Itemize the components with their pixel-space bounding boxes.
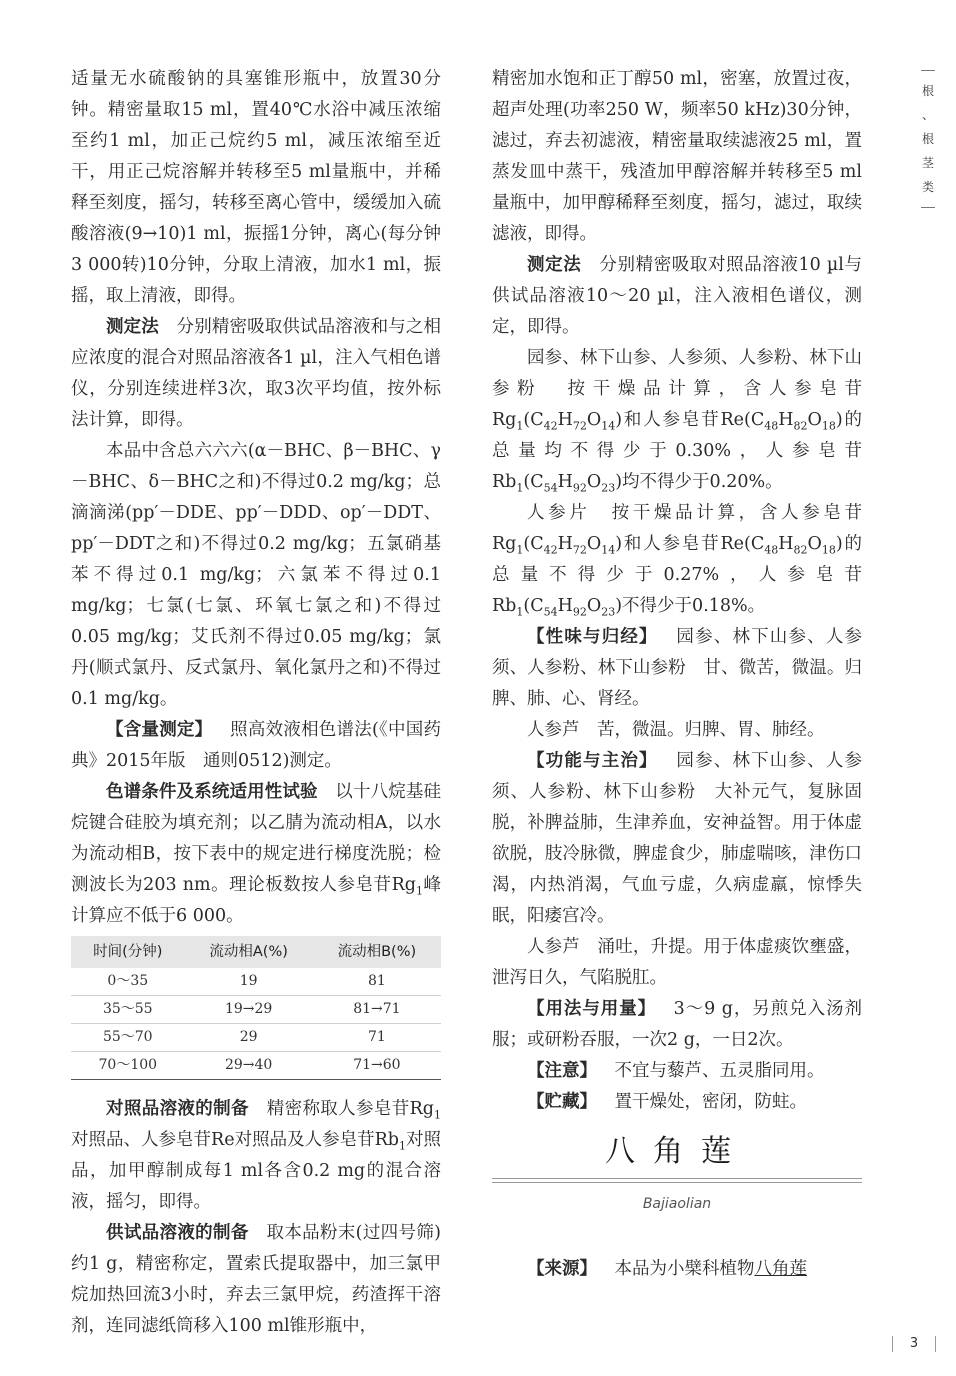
paragraph [492, 715, 862, 746]
section-heading: 【功能与主治】 [527, 751, 658, 771]
subscript: 1 [516, 481, 524, 495]
paragraph [492, 343, 862, 498]
table-cell: 81 [313, 968, 441, 996]
paragraph-text: H [557, 596, 573, 616]
paragraph-text: 按干燥品计算，含人参皂苷Rg [492, 379, 863, 430]
paragraph-text: 分别精密吸取供试品溶液和与之相应浓度的混合对照品溶液各1 µl，注入气相色谱仪，分别连续进样3次，取3次平均值，按外标法计算，即得。 [71, 317, 442, 430]
subscript: 1 [516, 543, 524, 557]
paragraph [71, 715, 441, 777]
table-cell: 71 [313, 1024, 441, 1052]
paragraph-heading: 测定法 [106, 317, 159, 337]
subscript: 1 [398, 1139, 406, 1153]
paragraph-text: (C [523, 410, 544, 430]
table-header-row [71, 936, 441, 968]
paragraph-heading: 供试品溶液的制备 [106, 1223, 249, 1243]
table-row [71, 1052, 441, 1080]
paragraph-text: O [586, 472, 602, 492]
table-cell: 19 [185, 968, 313, 996]
paragraph-text: H [778, 534, 794, 554]
section-label: 根、根茎类 [921, 84, 934, 194]
table-header: 流动相A(%) [185, 936, 313, 968]
section-heading: 【性味与归经】 [527, 627, 658, 647]
section-heading: 【来源】 [527, 1259, 597, 1279]
subscript: 1 [434, 1108, 441, 1122]
title-rule [492, 1182, 862, 1183]
sidebar-rule-top [921, 70, 935, 71]
paragraph-text: 本品为小檗科植物 [614, 1259, 755, 1279]
right-column [492, 64, 862, 1285]
paragraph-text: 八角莲 [754, 1259, 807, 1279]
paragraph [492, 498, 862, 622]
subscript: 54 [543, 605, 558, 619]
page-number-box [892, 1334, 936, 1354]
table-cell: 19→29 [185, 996, 313, 1024]
paragraph-text: 对照品、人参皂苷Re对照品及人参皂苷Rb [71, 1130, 399, 1150]
section-heading: 【注意】 [527, 1061, 597, 1081]
table-cell: 29 [185, 1024, 313, 1052]
paragraph-text: O [586, 534, 602, 554]
paragraph: 精密加水饱和正丁醇50 ml，密塞，放置过夜，超声处理(功率250 W，频率50 kHz)30分钟，滤过，弃去初滤液，精密量取续滤液25 ml，置蒸发皿中蒸干，残渣加甲醇溶解并转移至5 ml量瓶中，加甲醇稀释至刻度，摇匀，滤过，取续滤液，即得。 [492, 69, 862, 244]
left-column [71, 64, 441, 1342]
paragraph-text: O [807, 410, 822, 430]
paragraph-heading: 测定法 [527, 255, 582, 275]
subscript: 82 [793, 419, 808, 433]
paragraph-text: 峰计算应不低于6 000。 [71, 875, 441, 926]
table-header: 流动相B(%) [313, 936, 441, 968]
paragraph [71, 1218, 441, 1342]
page-number-rule [935, 1336, 936, 1352]
paragraph-text: 取本品粉末(过四号筛)约1 g，精密称定，置索氏提取器中，加三氯甲烷加热回流3小时，弃去三氯甲烷，药渣挥干溶剂，连同滤纸筒移入100 ml锥形瓶中， [71, 1223, 441, 1336]
paragraph-text: 按干燥品计算，含人参皂苷Rg [492, 503, 862, 554]
table-cell: 55～70 [71, 1024, 185, 1052]
paragraph [71, 1094, 441, 1218]
section-heading: 【用法与用量】 [527, 999, 657, 1019]
page-number-rule [892, 1336, 893, 1352]
paragraph-text: H [778, 410, 794, 430]
paragraph-text: 苦，微温。归脾、胃、肺经。 [597, 720, 825, 740]
subscript: 23 [601, 605, 616, 619]
subscript: 14 [601, 543, 616, 557]
paragraph-text: 不宜与藜芦、五灵脂同用。 [614, 1061, 825, 1081]
subscript: 48 [764, 419, 779, 433]
paragraph-text: )均不得少于0.20%。 [615, 472, 783, 492]
paragraph: 本品中含总六六六(α－BHC、β－BHC、γ－BHC、δ－BHC之和)不得过0.2 mg/kg；总滴滴涕(pp′－DDE、pp′－DDD、op′－DDT、pp′－DDT之和)不得过0.2 mg/kg；五氯硝基苯不得过0.1 mg/kg；六氯苯不得过0.1 mg/kg；七氯(七氯、环氧七氯之和)不得过0.05 mg/kg；艾氏剂不得过0.05 mg/kg；氯丹(顺式氯丹、反式氯丹、氧化氯丹之和)不得过0.1 mg/kg。 [71, 441, 441, 709]
paragraph-text: H [557, 410, 573, 430]
table-cell: 70～100 [71, 1052, 185, 1080]
paragraph-heading: 园参、林下山参、人参须、人参粉、林下山参粉 [492, 627, 863, 678]
table-row [71, 968, 441, 996]
paragraph [492, 746, 862, 932]
paragraph-text: (C [523, 534, 544, 554]
paragraph-text: 3～9 g，另煎兑入汤剂服；或研粉吞服，一次2 g，一日2次。 [492, 999, 862, 1050]
subscript: 54 [543, 481, 558, 495]
subscript: 14 [601, 419, 616, 433]
table-cell: 0～35 [71, 968, 185, 996]
subscript: 72 [572, 419, 587, 433]
paragraph-text: (C [523, 596, 544, 616]
table-cell: 29→40 [185, 1052, 313, 1080]
paragraph-heading: 对照品溶液的制备 [106, 1099, 249, 1119]
paragraph-text: 精密称取人参皂苷Rg [266, 1099, 434, 1119]
subscript: 92 [572, 605, 587, 619]
page-number: 3 [909, 1336, 919, 1351]
section-sidebar [917, 70, 939, 208]
paragraph-text: O [586, 596, 602, 616]
subscript: 72 [572, 543, 587, 557]
title-rule [492, 1178, 862, 1179]
subscript: 42 [543, 419, 558, 433]
paragraph-text: )的总量均不得少于0.30%，人参皂苷Rb [492, 410, 863, 492]
paragraph [492, 622, 862, 715]
sidebar-rule-bottom [921, 207, 935, 208]
paragraph-text: O [807, 534, 822, 554]
paragraph-heading: 园参、林下山参、人参须、人参粉、林下山参粉 [492, 751, 863, 802]
subscript: 92 [572, 481, 587, 495]
paragraph-heading: 人参芦 [527, 937, 580, 957]
paragraph [71, 312, 441, 436]
paragraph [492, 994, 862, 1056]
paragraph-text: 大补元气，复脉固脱，补脾益肺，生津养血，安神益智。用于体虚欲脱，肢冷脉微，脾虚食少，肺虚喘咳，津伤口渴，内热消渴，气血亏虚，久病虚羸，惊悸失眠，阳痿宫冷。 [492, 782, 862, 926]
paragraph-heading: 人参芦 [527, 720, 580, 740]
subscript: 18 [821, 543, 836, 557]
paragraph-heading: 人参片 [527, 503, 591, 523]
paragraph [492, 1254, 862, 1285]
subscript: 1 [516, 605, 524, 619]
paragraph-text: 照高效液相色谱法(《中国药典》2015年版 通则0512)测定。 [71, 720, 442, 771]
paragraph-text: 涌吐，升提。用于体虚痰饮壅盛，泄泻日久，气陷脱肛。 [492, 937, 863, 988]
paragraph-text: 甘、微苦，微温。归脾、肺、心、肾经。 [492, 658, 862, 709]
subscript: 1 [516, 419, 524, 433]
paragraph-text: 置干燥处，密闭，防蛀。 [614, 1092, 807, 1112]
gradient-table [71, 936, 441, 1080]
table-row [71, 996, 441, 1024]
section-heading: 【含量测定】 [106, 720, 213, 740]
subscript: 23 [601, 481, 616, 495]
table-header: 时间(分钟) [71, 936, 185, 968]
subscript: 18 [821, 419, 836, 433]
paragraph: 适量无水硫酸钠的具塞锥形瓶中，放置30分钟。精密量取15 ml，置40℃水浴中减压浓缩至约1 ml，加正己烷约5 ml，减压浓缩至近干，用正己烷溶解并转移至5 ml量瓶中，并稀释至刻度，摇匀，转移至离心管中，缓缓加入硫酸溶液(9→10)1 ml，振摇1分钟，离心(每分钟3 000转)10分钟，分取上清液，加水1 ml，振摇，取上清液，即得。 [71, 69, 441, 306]
subscript: 42 [543, 543, 558, 557]
table-row [71, 1024, 441, 1052]
paragraph-text: 分别精密吸取对照品溶液10 µl与供试品溶液10～20 µl，注入液相色谱仪，测定，即得。 [492, 255, 863, 337]
paragraph [71, 777, 441, 932]
table-cell: 35～55 [71, 996, 185, 1024]
paragraph [492, 932, 862, 994]
subscript: 1 [415, 884, 423, 898]
paragraph-text: )的总量不得少于0.27%，人参皂苷Rb [492, 534, 863, 616]
paragraph-heading: 园参、林下山参、人参须、人参粉、林下山参粉 [492, 348, 862, 399]
subscript: 82 [793, 543, 808, 557]
paragraph [492, 1056, 862, 1087]
table-cell: 71→60 [313, 1052, 441, 1080]
paragraph-text: O [586, 410, 602, 430]
paragraph-text: (C [523, 472, 544, 492]
paragraph [492, 250, 862, 343]
entry-pinyin: Bajiaolian [642, 1196, 712, 1212]
entry-title: 八角莲 [605, 1134, 749, 1169]
subscript: 48 [764, 543, 779, 557]
table-cell: 81→71 [313, 996, 441, 1024]
paragraph-text: )和人参皂苷Re(C [615, 534, 765, 554]
paragraph-text: H [557, 472, 573, 492]
paragraph-text: )和人参皂苷Re(C [615, 410, 765, 430]
paragraph-text: 对照品，加甲醇制成每1 ml各含0.2 mg的混合溶液，摇匀，即得。 [71, 1130, 441, 1212]
paragraph-text: 以十八烷基硅烷键合硅胶为填充剂；以乙腈为流动相A，以水为流动相B，按下表中的规定进行梯度洗脱；检测波长为203 nm。理论板数按人参皂苷Rg [71, 782, 442, 895]
paragraph-text: H [557, 534, 573, 554]
paragraph-text: )不得少于0.18%。 [615, 596, 766, 616]
paragraph [492, 1087, 862, 1118]
paragraph-heading: 色谱条件及系统适用性试验 [106, 782, 318, 802]
section-heading: 【贮藏】 [527, 1092, 597, 1112]
